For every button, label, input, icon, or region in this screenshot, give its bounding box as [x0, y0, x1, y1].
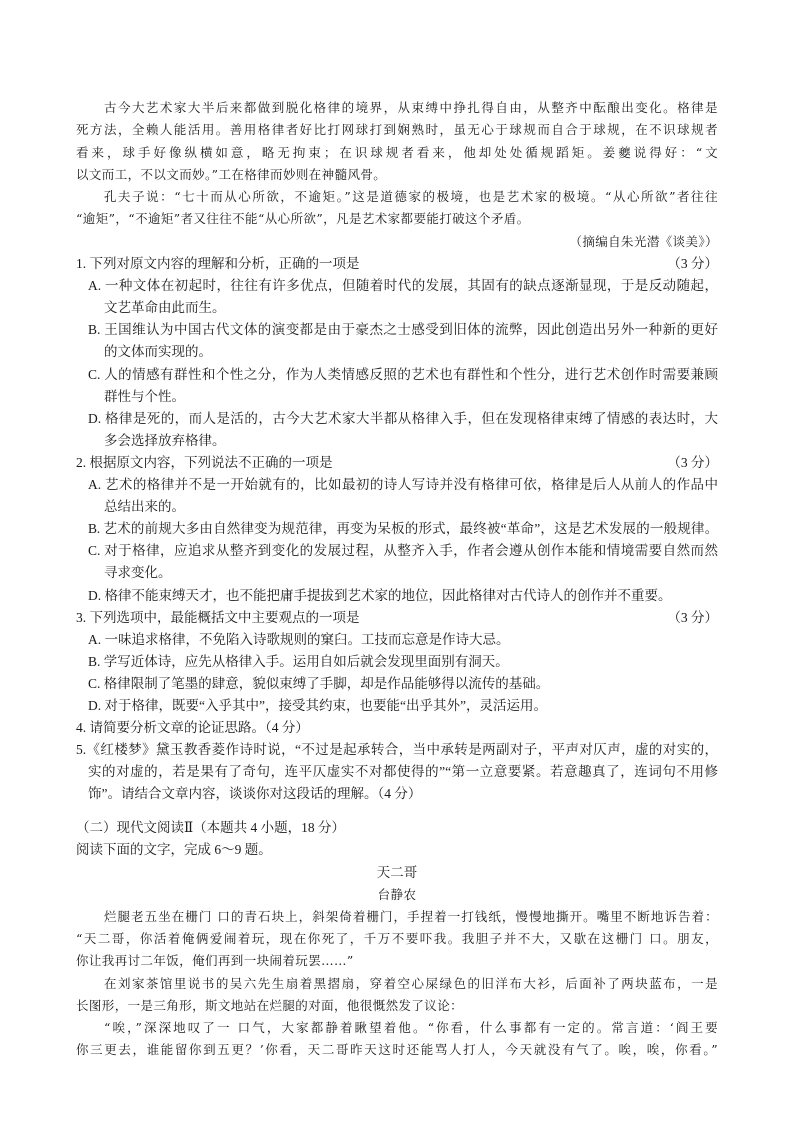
story-p1-line-3: 你让我再讨二年饭，俺们再到一块闹着玩罢……” — [76, 953, 354, 968]
q1-option-d-line-2[interactable]: 多会选择放弃格律。 — [104, 433, 226, 448]
q1-score: （3 分） — [667, 256, 718, 271]
q1-option-a-line-2[interactable]: 文艺革命由此而生。 — [104, 300, 226, 315]
passage-p2-line-2: “逾矩”，“不逾矩”者又往往不能“从心所欲”，凡是艺术家都要能打破这个矛盾。 — [76, 211, 530, 226]
passage-source: （摘编自朱光潜《谈美》） — [569, 234, 718, 249]
story-p2-line-2: 长图形，一是三角形，斯文地站在烂腿的对面，他很慨然发了议论： — [76, 998, 464, 1013]
q4-stem: 4. 请简要分析文章的论证思路。（4 分） — [76, 720, 309, 735]
story-p1-line-2: “天二哥，你活着俺俩爱闹着玩，现在你死了，千万不要吓我。我胆子并不大，又歇在这栅门 口。朋友， — [76, 931, 718, 946]
story-p3-line-2: 你三更去，谁能留你到五更？’你看，天二哥昨天这时还能骂人打人，今天就没有气了。唉，唉，你看。” — [76, 1042, 718, 1057]
q1-option-a-line-1[interactable]: A. 一种文体在初起时，往往有许多优点，但随着时代的发展，其固有的缺点逐渐显现，于是反动随起， — [88, 278, 718, 293]
q5-line-2: 实的对虚的，若是果有了奇句，连平仄虚实不对都使得的”“第一立意要紧。若意趣真了，连词句不用修 — [88, 764, 718, 779]
q1-option-d-line-1[interactable]: D. 格律是死的，而人是活的，古今大艺术家大半都从格律入手，但在发现格律束缚了情感的表达时，大 — [88, 411, 718, 426]
q2-option-d[interactable]: D. 格律不能束缚天才，也不能把庸手提拔到艺术家的地位，因此格律对古代诗人的创作并不重要。 — [88, 588, 672, 603]
q2-option-b[interactable]: B. 艺术的前规大多由自然律变为规范律，再变为呆板的形式，最终被“革命”，这是艺术发展的一般规律。 — [88, 521, 718, 536]
q2-stem: 2. 根据原文内容，下列说法不正确的一项是 — [76, 455, 333, 470]
story-p2-line-1: 在刘家茶馆里说书的吴六先生扇着黑摺扇，穿着空心屎绿色的旧洋布大衫，后面补了两块蓝布，一是 — [104, 976, 718, 991]
q1-option-c-line-2[interactable]: 群性与个性。 — [104, 389, 185, 404]
passage-p1-line-3: 看来，球手好像纵横如意，略无拘束；在识球规者看来，他却处处循规蹈矩。姜夔说得好：“文 — [76, 145, 718, 160]
section2-heading: （二）现代文阅读Ⅱ（本题共 4 小题，18 分） — [76, 820, 346, 835]
q3-option-a[interactable]: A. 一味追求格律，不免陷入诗歌规则的窠臼。工技而忘意是作诗大忌。 — [88, 632, 510, 647]
story-author: 台静农 — [377, 887, 417, 902]
q5-line-3: 饰”。请结合文章内容，谈谈你对这段话的理解。（4 分） — [88, 786, 422, 801]
passage-p1-line-4: 以文而工，不以文而妙。”工在格律而妙则在神髓风骨。 — [76, 167, 387, 182]
q1-option-b-line-2[interactable]: 的文体而实现的。 — [104, 344, 212, 359]
q3-option-c[interactable]: C. 格律限制了笔墨的肆意，貌似束缚了手脚，却是作品能够得以流传的基础。 — [88, 676, 550, 691]
story-title: 天二哥 — [376, 865, 418, 880]
section2-instruction: 阅读下面的文字，完成 6～9 题。 — [76, 842, 272, 857]
q2-score: （3 分） — [667, 455, 718, 470]
q3-option-b[interactable]: B. 学写近体诗，应先从格律入手。运用自如后就会发现里面别有洞天。 — [88, 654, 509, 669]
q3-stem: 3. 下列选项中，最能概括文中主要观点的一项是 — [76, 610, 360, 625]
q1-option-c-line-1[interactable]: C. 人的情感有群性和个性之分，作为人类情感反照的艺术也有群性和个性分，进行艺术创作时需要兼顾 — [88, 367, 718, 382]
q3-option-d[interactable]: D. 对于格律，既要“入乎其中”，接受其约束，也要能“出乎其外”，灵活运用。 — [88, 698, 547, 713]
q2-option-c-line-2[interactable]: 寻求变化。 — [104, 565, 172, 580]
story-p1-line-1: 烂腿老五坐在栅门 口的青石块上，斜架倚着栅门，手捏着一打钱纸，慢慢地撕开。嘴里不断地诉告着： — [104, 909, 718, 924]
passage-p1-line-1: 古今大艺术家大半后来都做到脱化格律的境界，从束缚中挣扎得自由，从整齐中酝酿出变化。格律是 — [104, 100, 718, 115]
q3-score: （3 分） — [667, 610, 718, 625]
passage-p1-line-2: 死方法，全赖人能活用。善用格律者好比打网球打到娴熟时，虽无心于球规而自合于球规，在不识球规者 — [76, 122, 718, 137]
q1-option-b-line-1[interactable]: B. 王国维认为中国古代文体的演变都是由于豪杰之士感受到旧体的流弊，因此创造出另外一种新的更好 — [88, 322, 718, 337]
story-p3-line-1: “唉，”深深地叹了一 口气，大家都静着瞅望着他。“你看，什么事都有一定的。常言道：‘阎王要 — [104, 1020, 718, 1035]
q2-option-a-line-2[interactable]: 总结出来的。 — [104, 499, 185, 514]
q5-line-1: 5.《红楼梦》黛玉教香菱作诗时说，“不过是起承转合，当中承转是两副对子，平声对仄声，虚的对实的， — [76, 742, 718, 757]
q2-option-c-line-1[interactable]: C. 对于格律，应追求从整齐到变化的发展过程，从整齐入手，作者会遵从创作本能和情境需要自然而然 — [88, 543, 718, 558]
passage-p2-line-1: 孔夫子说：“七十而从心所欲，不逾矩。”这是道德家的极境，也是艺术家的极境。“从心所欲”者往往 — [104, 189, 718, 204]
q2-option-a-line-1[interactable]: A. 艺术的格律并不是一开始就有的，比如最初的诗人写诗并没有格律可依，格律是后人从前人的作品中 — [88, 477, 718, 492]
q1-stem: 1. 下列对原文内容的理解和分析，正确的一项是 — [76, 256, 360, 271]
